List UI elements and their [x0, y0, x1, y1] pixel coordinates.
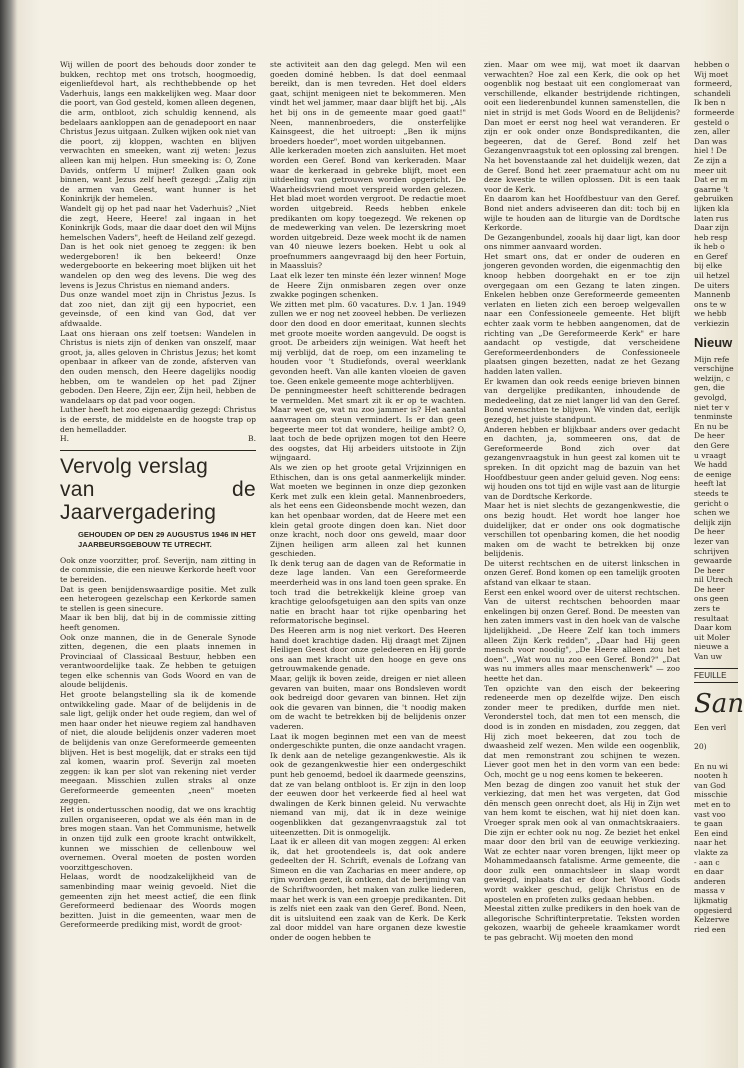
side-heading: Nieuw [694, 334, 733, 350]
cropped-line: lijken kla [694, 203, 730, 213]
cropped-line: gericht o [694, 498, 729, 508]
paragraph: Wij willen de poort des behouds door zonder te bukken, rechtop met ons trotsch, hoogmoedig, eigenliefdevol hart, als rechthebbende op het Vaderhuis, langs een makkelijken weg. Maar door die poort, van God gesteld, komen alleen degenen, die arm, ontbloot, zich schuldig kennend, als bedelaars aankloppen aan de genadepoort en naar Christus Jezus uitgaan. Zulken wijken ook niet van die poort, zij kloppen, wachten en blijven verwachten en smeeken, want zij weten: Jezus alleen kan mij helpen. Hun smeeking is: O, Zone Davids, ontferm U mijner! Zulken gaan ook binnen, want Jezus zelf heeft gezegd: „Zalig zijn de armen van Geest, want hunner is het Koninkrijk der hemelen. [60, 60, 256, 204]
divider [60, 450, 256, 451]
paragraph: Des Heeren arm is nog niet verkort. Des Heeren hand doet krachtige daden. Hij draagt met Zijnen Heiligen Geest door onze geledeeren en Hij gorde ons aan met kracht uit den hooge en geve ons getrouwmakende genade. [270, 626, 466, 674]
cropped-line: Dat er m [694, 175, 728, 185]
cropped-line: Daar zijn [694, 223, 729, 233]
headline-line-2: van de Jaarvergadering [60, 477, 256, 524]
cropped-line: nieuwe a [694, 642, 729, 652]
cropped-line: te gaan [694, 819, 723, 829]
cropped-line: nooten h [694, 771, 728, 781]
paragraph: Ook onze voorzitter, prof. Severijn, nam zitting in de commissie, die een nieuwe Kerkorde heeft voor te bereiden. [60, 555, 256, 584]
cropped-line: uit Moler [694, 632, 730, 642]
paragraph: Dat is geen benijdenswaardige positie. Met zulk een heterogeen gezelschap een Kerkorde samen te stellen is geen sinecure. [60, 584, 256, 613]
paragraph: Alle kerkeraden moeten zich aansluiten. Het moet worden een Geref. Bond van kerkeraden. Maar waar de kerkeraad in gebreke blijft, moet een uitdeeling van getrouwen worden opgericht. De Waarheidsvriend moet verspreid worden gelezen. Het blad moet worden vergroot. De redactie moet worden uitgebreid. Reeds hebben enkele predikanten om kopy toegezegd. We rekenen op de medewerking van velen. De lezerskring moet worden uitgebreid. Deze week mocht ik de namen van 40 nieuwe lezers boeken. Hebt u ook al proefnummers aangevraagd bij den heer Fortuin, in Maassluis? [270, 146, 466, 271]
cropped-line: lezer van [694, 536, 730, 546]
cropped-line: gaarne 't [694, 184, 729, 194]
paragraph: Meestal zitten zulke predikers in den hoek van de allegorische Schriftinterpretatie. Teksten worden gekozen, waarbij de geheele kraamkamer wordt te pas gebracht. Wij moeten den mond [484, 904, 680, 943]
column-1 [60, 60, 256, 930]
cropped-line: formeerde [694, 107, 735, 117]
cropped-line: Kelzerwe [694, 915, 730, 925]
cropped-lines-bottom [694, 723, 738, 934]
cropped-line: Mijn refe [694, 354, 730, 364]
headline-line-1: Vervolg verslag [60, 454, 209, 478]
cropped-line: - aan c [694, 857, 720, 867]
signature [60, 434, 256, 444]
paragraph: En daarom kan het Hoofdbestuur van den Geref. Bond niet anders adviseeren dan dit: toch bij en wijle te houden aan de liturgie van de Dordtsche Kerkorde. [484, 194, 680, 233]
cropped-line: zen, aller [694, 127, 730, 137]
cropped-line: schen we [694, 508, 730, 518]
paragraph: Maar, gelijk ik boven zeide, dreigen er niet alleen gevaren van buiten, maar ons Bondsleven wordt ook bedreigd door gevaren van binnen. Het zijn ook die gevaren van binnen, die 't noodig maken om de wacht te betrekken bij de belijdenis onzer vaderen. [270, 674, 466, 731]
paragraph: Dan is het ook niet genoeg te zeggen: ik ben wedergeboren! ik ben bekeerd! Onze wedergeboorte en bekeering moet blijken uit het wandelen op den weg des levens. Die weg des levens is Jezus Christus en niemand anders. [60, 242, 256, 290]
cropped-line: Een eind [694, 828, 729, 838]
cropped-line: niet ter v [694, 402, 730, 412]
cropped-line: schandeli [694, 88, 731, 98]
article-headline [60, 455, 256, 524]
cropped-line: laten rus [694, 213, 729, 223]
paragraph: Dus onze wandel moet zijn in Christus Jezus. Is dat zoo niet, dan zijt gij een hypocriet, een geveinsde, of een kind van God, dat ver afdwaalde. [60, 290, 256, 329]
cropped-line: verschijne [694, 364, 734, 374]
cropped-line: de eenige [694, 469, 732, 479]
cropped-line: Mannenb [694, 290, 731, 300]
cropped-line: gesteld o [694, 117, 730, 127]
cropped-line: schrijven [694, 546, 730, 556]
cropped-line: En nu wi [694, 761, 728, 771]
cropped-line: verkiezin [694, 319, 730, 329]
cropped-line: opgesierd [694, 905, 733, 915]
cropped-line: ik heb o [694, 242, 725, 252]
cropped-line: heb resp [694, 232, 728, 242]
column-3 [484, 60, 680, 943]
signature-left: H. [60, 434, 70, 444]
cropped-line: gevolgd, [694, 393, 727, 402]
cropped-line: en daar [694, 867, 724, 877]
cropped-line: gewaarde [694, 556, 732, 566]
paragraph: Men bezag de dingen zoo vanuit het stuk der verkiezing, dat men het was vergeten, dat God dēn mensch geen onrecht doet, als Hij in Zijn wet van hem komt te eischen, wat hij niet doen kan. Vroeger sprak men ook al van onmachtskraaiers. Die zijn er echter ook nu nog. Ze beziet het enkel maar door den bril van de eeuwige verkiezing. Wat ze echter naar voren brengen, lijkt meer op Mohammedaansch fatalisme. Arme gemeente, die door zulk een onmachtsleer in slaap wordt gewiegd, inplaats dat er door het Woord Gods wordt wakker geschud, gelijk Christus en de apostelen en profeten zulks gedaan hebben. [484, 779, 680, 904]
paragraph: Maar ik ben blij, dat bij in de commissie zitting heeft genomen. [60, 613, 256, 632]
paragraph: Laat ik er alleen dit van mogen zeggen: Al erken ik, dat het grootendeels is, dat ook andere gedeelten der H. Schrift, evenals de Lofzang van Simeon en die van Zacharias en meer andere, op rijm worden gezet, ik ontken, dat de berijming van de Schriftwoorden, het maken van zulke liederen, maar het werk is van een groepje predikanten. Dit is zelfs niet een zaak van den Geref. Bond. Neen, dit is uitsluitend een zaak van de Kerk. De Kerk zal door middel van hare organen deze kwestie onder de oogen hebben te [270, 837, 466, 943]
cropped-line: Ik ben n [694, 98, 726, 108]
feuilleton-label: FEUILLE [694, 668, 738, 684]
paragraph: Helaas, wordt de noodzakelijkheid van de samenbinding maar weinig gevoeld. Niet die gemeenten zijn het meest actief, die een flink Gereformeerd bedienaar des Woords mogen bezitten. Juist in die gemeenten, waar men de Gereformeerde prediking mist, wordt de groot- [60, 872, 256, 930]
cropped-line: Ze zijn a [694, 155, 727, 165]
signature-right: B. [248, 434, 256, 444]
paragraph: Als we zien op het groote getal Vrijzinnigen en Ethischen, dan is ons getal aanmerkelijk minder. Wat moeten we beginnen in onze diep gezonken Kerk met zulk een klein getal. Mannenbroeders, als het eens een Gideonsbende mocht wezen, dan kan het openbaar worden, dat de Heere met een klein getal groote dingen doen kan. Niet door onze kracht, noch door ons geweld, maar door Zijnen heiligen arm alleen zal het kunnen geschieden. [270, 462, 466, 559]
paragraph: Het groote belangstelling sla ik de komende ontwikkeling gade. Maar of de belijdenis in de sale ligt, gelijk onder het oude regiem, dan wel of men haar onder het nieuwe regiem zal handhaven of niet, die aloude belijdenis onzer vaderen moet de belijdenis van onze Gereformeerde gemeenten blijven. Het is best mogelijk, dat er straks een tijd zal komen, waarin prof. Severijn zal moeten zeggen: ik kan per slot van rekening niet verder meegaan. Misschien zullen straks al onze Gereformeerde gemeenten „neen" moeten zeggen. [60, 690, 256, 805]
cropped-line: De heer [694, 527, 725, 537]
paragraph: We zitten met plm. 60 vacatures. D.v. 1 Jan. 1949 zullen we er nog net zooveel hebben. De verliezen door den dood en door emeritaat, kunnen slechts met groote moeite worden aangevuld. De oogst is groot. De arbeiders zijn weinigen. Wat heeft het mij verblijd, dat de roep, om een inzameling te houden voor 't Studiefonds, overal weerklank gevonden heeft. Van alle kanten vloeien de gaven toe. Geen enkele gemeente moge achterblijven. [270, 299, 466, 386]
cropped-line [694, 752, 738, 762]
cropped-line: heeft lat [694, 479, 727, 489]
cropped-line: De heer [694, 565, 725, 575]
cropped-line: van God [694, 780, 726, 790]
cropped-line: resultaat [694, 613, 729, 623]
column-2 [270, 60, 466, 943]
cropped-line: uil hetzel [694, 271, 730, 281]
cropped-line: anderen [694, 876, 726, 886]
cropped-line: hebben o [694, 60, 730, 69]
paragraph: Maar het is niet slechts de gezangenkwestie, die ons bezig houdt. Het wordt hoe langer hoe duidelijker, dat er onder ons ook dogmatische verschillen tot openbaring komen, die het noodig maken om de wacht te betrekken bij onze belijdenis. [484, 501, 680, 559]
cropped-line: steeds te [694, 488, 729, 498]
cropped-line: bij elke [694, 261, 723, 271]
paragraph: Ik denk terug aan de dagen van de Reformatie in deze lage landen. Van een Gereformeerde meerderheid was in ons land toen geen sprake. En toch trad die betrekkelijk kleine groep van krachtige geloofsgetuigen aan den spits van onze natie en bracht haar tot rijke openbaring het reformatorische beginsel. [270, 558, 466, 626]
cropped-line: Een verl [694, 723, 727, 733]
cropped-line: naar het [694, 838, 727, 848]
cropped-lines-top [694, 60, 738, 329]
paragraph: Het is ondertusschen noodig, dat we ons krachtig zullen organiseeren, opdat we als één man in de bres mogen staan. Van het Communisme, hetwelk in onzen tijd zulk een groote kracht ontwikkelt, kunnen we misschien de cellenbouw wel overnemen. Overal moeten de posten worden voorzittgeschoven. [60, 805, 256, 872]
cropped-line: ons geen [694, 594, 729, 604]
cropped-line: We hadd [694, 460, 728, 470]
paragraph: Luther heeft het zoo eigenaardig gezegd: Christus is de eerste, de middelste en de hoogste trap op den hemelladder. [60, 405, 256, 434]
cropped-line: De heer [694, 584, 725, 594]
paragraph: Eerst een enkel woord over de uiterst rechtschen. Van de uiterst rechtschen behoorden maar enkelingen bij onzen Geref. Bond. De meesten van hen zaten immers vast in den hoek van de valsche lijdelijkheid. „De Heere Zelf kan toch immers alleen Zijn Kerk redden", „Daar had Hij geen mensch voor noodig", „De Heere alleen zou het doen". „Wat wou nu zoo een Geref. Bond?" „Dat was nu immers alles maar menschenwerk" — zoo heette het dan. [484, 587, 680, 683]
paragraph: Het smart ons, dat er onder de ouderen en jongeren gevonden worden, die eigenmachtig den knoop hebben doorgehakt en er toe zijn overgegaan om een Gezang te laten zingen. Enkelen hebben onze Gereformeerde gemeenten verlaten en lieten zich een beroep welgevallen naar een Confessioneele gemeente. Het blijft echter zaak vorm te hebben aangenomen, dat de richting van „De Gereformeerde Kerk" er hare aandacht op vestigde, dat verscheidene Gereformeerdenbonders de Confessioneele plaatsen gingen bezetten, nadat ze het Gezang hadden laten vallen. [484, 251, 680, 376]
cropped-line: welzijn, c [694, 373, 731, 383]
cropped-line: gebruiken [694, 194, 734, 204]
paragraph: Anderen hebben er blijkbaar anders over gedacht en dachten, ja, sommeeren ons, dat de Gereformeerde Bond zich over dat gezangenvraagstuk in hun geest zal komen uit te spreken. In dit opzicht mag de bazuin van het Hoofdbestuur geen ander geluid geven. Nog eens: wij houden ons tot tijd en wijle vast aan de liturgie van de Dordtsche Kerkorde. [484, 424, 680, 501]
cropped-line: De uiters [694, 280, 730, 290]
paragraph: Laat ons hieraan ons zelf toetsen: Wandelen in Christus is niets zijn of denken van onszelf, maar groot, ja, alles geloven in Christus Jezus; het komt openbaar in afkeer van de zonde, afsterven van den ouden mensch, den Heere dagelijks noodig hebben, om te wandelen op het pad Zijner geboden. Den Heere, Zijn eer, Zijn heil, hebben de wandelaars op dat pad voor oogen. [60, 328, 256, 405]
paragraph: De Gezangenbundel, zooals hij daar ligt, kan door ons nimmer aanvaard worden. [484, 232, 680, 252]
cropped-line: vlakte za [694, 847, 729, 857]
column-4-cropped [694, 60, 744, 934]
cropped-line [694, 733, 738, 743]
paragraph: De uiterst rechtschen en de uiterst linkschen in onzen Geref. Bond komen op een tamelijk grooten afstand van elkaar te staan. [484, 558, 680, 588]
feuilleton-title: San [694, 689, 744, 720]
cropped-line: lijkmatig [694, 895, 728, 905]
paragraph: ste activiteit aan den dag gelegd. Men wil een goeden dominé hebben. Is dat doel eenmaal bereikt, dan is men tevreden. Het doel elders gaat, schijnt menigeen niet te bekommeren. Men vindt het wel jammer, maar daar blijft het bij. „Als het bij ons in de gemeente maar goed gaat!" Neen, mannenbroeders, die onsterfelijke Kainsgeest, die het uitroept: „Ben ik mijns broeders hoeder", moet worden uitgebannen. [270, 60, 466, 146]
cropped-line: Daar kom [694, 623, 732, 633]
cropped-line: u vraagt [694, 450, 727, 460]
cropped-line: gen, die [694, 383, 725, 393]
cropped-line: Dan was [694, 136, 727, 146]
paragraph: Ten opzichte van den eisch der bekeering redeneerde men op dezelfde wijze. Den eisch zonder meer te prediken, durfde men niet. Veronderstel toch, dat men tot een mensch, die dood is in zonden en misdaden, zou zeggen, dat Hij zich moet bekeeren, dat zou toch de dwaasheid zelf wezen. Men wilde een oogenblik, dat men remonstrant zou schijnen te wezen. Liever goot men het in den vorm van een bede: Och, mocht ge u nog eens komen te bekeeren. [484, 683, 680, 779]
article-subhead: GEHOUDEN OP DEN 29 AUGUSTUS 1946 IN HET JAARBEURSGEBOUW TE UTRECHT. [78, 529, 256, 549]
cropped-line: formeerd, [694, 79, 733, 89]
cropped-line: delijk zijn [694, 517, 732, 527]
cropped-line: meer uit [694, 165, 727, 175]
cropped-line: met en to [694, 799, 731, 809]
paragraph: Laat ik mogen beginnen met een van de meest ondergeschikte punten, die onze aandacht vragen. Ik denk aan de netelige gezangenkwestie. Als ik ook de gezangenkwestie hier een ondergeschikt punt heb genoemd, bedoel ik daarmede geenszins, dat ze van belang ontbloot is. Er zijn in den loop der eeuwen door het verkeerde fied al heel wat dwalingen de Kerk binnen geleid. Nu verwachte niemand van mij, dat ik in deze weinige oogenblikken dat gezangenvraagstuk zal tot uiteenzetten. Dit is onmogelijk. [270, 731, 466, 837]
cropped-line: Van uw [694, 652, 723, 662]
cropped-line: ried een [694, 924, 726, 934]
cropped-line: den Gere [694, 440, 730, 450]
cropped-line: Wij moet [694, 69, 729, 79]
cropped-line: nil Utrech [694, 575, 733, 585]
binding-spine [0, 0, 16, 1068]
cropped-line: hiel ! De [694, 146, 727, 156]
paragraph: Er kwamen dan ook reeds eenige brieven binnen van dergelijke predikanten, inhoudende de mededeeling, dat ze niet langer lid van den Geref. Bond wenschten te blijven. We vinden dat, eerlijk gezegd, het juiste standpunt. [484, 376, 680, 424]
paragraph: Na het bovenstaande zal het duidelijk wezen, dat de Geref. Bond het zeer praematuur acht om nu deze kwestie te willen oplossen. Dit is een taak voor de Kerk. [484, 155, 680, 194]
paragraph: Wandelt gij op het pad naar het Vaderhuis? „Niet die zegt, Heere, Heere! zal ingaan in het Koninkrijk Gods, maar die daar doet den wil Mijns hemelschen Vaders", heeft de Heiland zelf gezegd. [60, 203, 256, 242]
paragraph: Laat elk lezer ten minste één lezer winnen! Moge de Heere Zijn onmisbaren zegen over onze zwakke pogingen schenken. [270, 271, 466, 300]
paragraph: De penningmeester heeft schitterende bedragen te vermelden. Met smart zit ik er op te wachten. Maar weet ge, wat nu zoo jammer is? Het aantal aanvragen om steun vermindert. Is er dan geen begeerte meer tot dat wondere, heilige ambt? O, laat toch de bede oprijzen mogen tot den Heere des oogstes, dat Hij arbeiders uitstoote in Zijn wijngaard. [270, 386, 466, 463]
cropped-line: vast voo [694, 809, 726, 819]
cropped-line: tenminste [694, 412, 733, 422]
cropped-line: ons te w [694, 299, 727, 309]
cropped-line: De heer [694, 431, 725, 441]
cropped-line: massa v [694, 886, 725, 896]
paragraph: Ook onze mannen, die in de Generale Synode zitten, degenen, die een plaats innemen in Provinciaal of Classicaal Bestuur, hebben een verantwoordelijke taak. Ze hebben te getuigen tegen elke schennis van Gods Woord en van de aloude belijdenis. [60, 632, 256, 690]
cropped-lines-middle [694, 355, 738, 662]
cropped-line: en Geref [694, 251, 728, 261]
paragraph: zien. Maar om wee mij, wat moet ik daarvan verwachten? Hoe zal een Kerk, die ook op het oogenblik nog bestaat uit een conglomeraat van verschillende, elkander bestrijdende richtingen, ooit een liederenbundel kunnen samenstellen, die niet in strijd is met Gods Woord en de Belijdenis? Dan moet er eerst nog heel wat veranderen. Er zijn er ook onder onze Bondspredikanten, die begeeren, dat de Geref. Bond zelf het Gezangenvraagstuk tot een oplossing zal brengen. [484, 60, 680, 156]
cropped-line: we hebb [694, 309, 727, 319]
cropped-line: En nu be [694, 421, 729, 431]
cropped-line: 20) [694, 742, 707, 752]
cropped-line: misschie [694, 790, 728, 800]
cropped-line: zers te [694, 604, 720, 614]
